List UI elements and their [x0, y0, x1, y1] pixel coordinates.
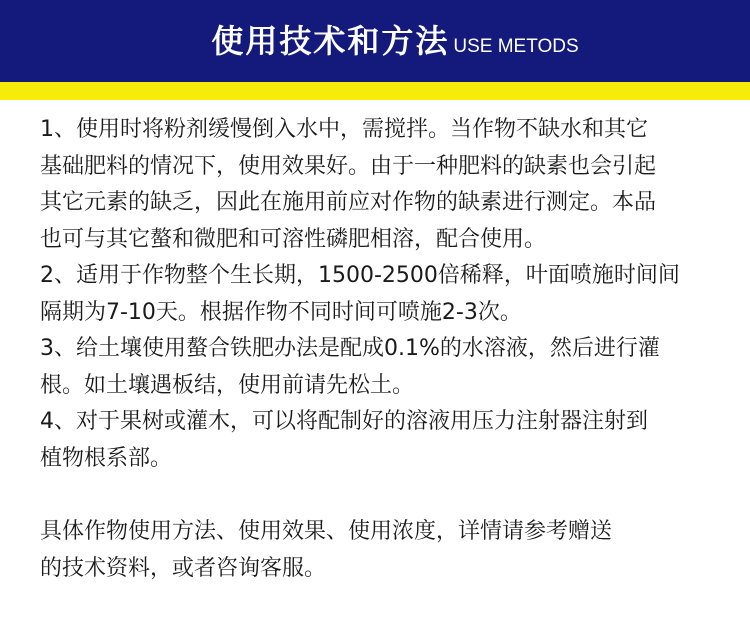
instruction-line: 3、给土壤使用螯合铁肥办法是配成0.1%的水溶液，然后进行灌: [40, 336, 660, 361]
footer-line: 具体作物使用方法、使用效果、使用浓度，详情请参考赠送: [40, 519, 613, 544]
footer-line: 的技术资料，或者咨询客服。: [40, 555, 327, 581]
header-accent-stripe: [0, 82, 750, 100]
title-chinese: 使用技术和方法: [211, 22, 450, 60]
instructions-body: [40, 112, 745, 477]
page-title: [0, 0, 750, 82]
instruction-line: 根。如土壤遇板结，使用前请先松土。: [40, 372, 415, 398]
footer-note: [40, 514, 745, 587]
instruction-line: 隔期为7-10天。根据作物不同时间可喷施2-3次。: [40, 299, 522, 325]
instruction-line: 1、使用时将粉剂缓慢倒入水中，需搅拌。当作物不缺水和其它: [40, 117, 648, 142]
instruction-line: 4、对于果树或灌木，可以将配制好的溶液用压力注射器注射到: [40, 409, 648, 434]
instruction-line: 也可与其它螯和微肥和可溶性磷肥相溶，配合使用。: [40, 226, 547, 252]
instruction-line: 2、适用于作物整个生长期，1500-2500倍稀释，叶面喷施时间间: [40, 263, 680, 288]
title-english: USE METODS: [453, 35, 579, 57]
instruction-line: 其它元素的缺乏，因此在施用前应对作物的缺素进行测定。本品: [40, 190, 657, 215]
instruction-line: 基础肥料的情况下，使用效果好。由于一种肥料的缺素也会引起: [40, 153, 657, 179]
instruction-line: 植物根系部。: [40, 445, 173, 471]
